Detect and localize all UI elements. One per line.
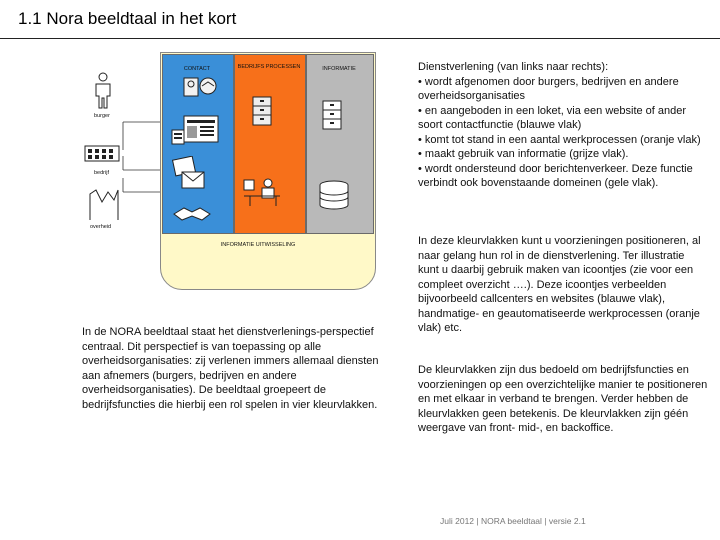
- actor-overheid-label: overheid: [90, 224, 112, 230]
- process-label: BEDRIJFS PROCESSEN: [237, 64, 301, 70]
- right-paragraph-3: De kleurvlakken zijn dus bedoeld om bedrijfsfuncties en voorzieningen op een overzichtelijke manier te positioneren en met elkaar in verband te brengen. Verder hebben de kleurvlakken geen betekenis. De kleurvlakken zijn géén weergave van front- mid-, en backoffice.: [418, 364, 708, 434]
- archive-cabinet-icon: [322, 100, 342, 130]
- title-divider: [0, 38, 720, 39]
- right-intro: [418, 60, 708, 191]
- right-paragraph-2: In deze kleurvlakken kunt u voorzieningen positioneren, al naar gelang hun rol in de dienstverlening. Ter illustratie kunt u daarbij gebruik maken van icoontjes (zie voor een compleet overzicht ….). Deze icoontjes verbeelden bijvoorbeeld callcenters en websites (blauwe vlak), handmatige- en geautomatiseerde werkprocessen (oranje vlak) etc.: [418, 235, 701, 334]
- database-icon: [318, 180, 350, 210]
- left-paragraph: In de NORA beeldtaal staat het dienstverlenings-perspectief centraal. Dit perspectief is van toepassing op alle overheidsorganisaties: zij verlenen immers allemaal diensten aan afnemers (burgers, bedrijven en andere overheidsorganisaties). De beeldtaal groepeert de bedrijfsfuncties die hierbij een rol spelen in vier kleurvlakken.: [82, 326, 379, 411]
- exchange-label: INFORMATIE UITWISSELING: [220, 242, 296, 248]
- person-icon: [92, 72, 114, 110]
- intro-heading: Dienstverlening (van links naar rechts):: [418, 61, 609, 73]
- website-icon: [170, 114, 220, 148]
- company-building-icon: [84, 144, 120, 162]
- info-label: INFORMATIE: [322, 66, 356, 72]
- callcenter-icon: [182, 72, 218, 100]
- actor-bedrijf-label: bedrijf: [94, 170, 109, 176]
- page-title: 1.1 Nora beeldtaal in het kort: [18, 9, 237, 28]
- contact-label: CONTACT: [183, 66, 211, 72]
- bullet-item: • en aangeboden in een loket, via een website of ander soort contactfunctie (blauwe vlak): [418, 104, 687, 131]
- filing-cabinet-icon: [252, 96, 272, 126]
- government-icon: [88, 186, 120, 222]
- bullet-item: • wordt afgenomen door burgers, bedrijven en andere overheidsorganisaties: [418, 75, 679, 102]
- footer: Juli 2012 | NORA beeldtaal | versie 2.1: [440, 516, 586, 526]
- nora-diagram: [78, 52, 374, 300]
- bullet-item: • komt tot stand in een aantal werkprocessen (oranje vlak): [418, 133, 701, 146]
- workstation-icon: [242, 176, 282, 208]
- bullet-item: • wordt ondersteund door berichtenverkeer. Deze functie verbindt ook bovenstaande domeinen (gele vlak).: [418, 162, 693, 189]
- bullet-item: • maakt gebruik van informatie (grijze vlak).: [418, 148, 629, 160]
- handshake-icon: [172, 202, 212, 224]
- actor-burger-label: burger: [94, 113, 110, 119]
- mail-icon: [168, 156, 208, 192]
